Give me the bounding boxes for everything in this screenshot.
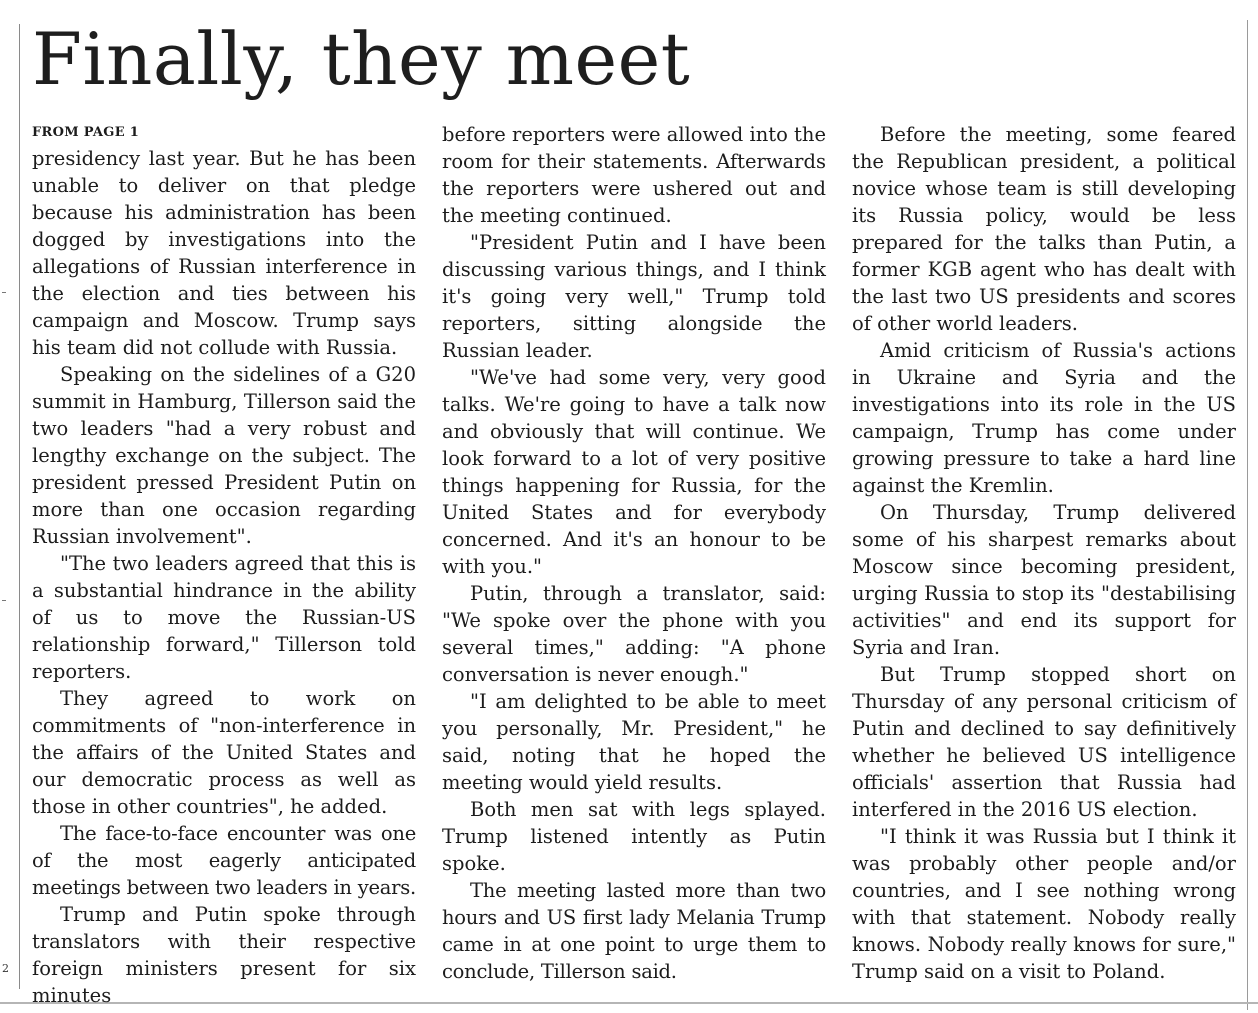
margin-tick [2, 600, 6, 601]
kicker: FROM PAGE 1 [32, 125, 140, 140]
paragraph: "I think it was Russia but I think it was probably other people and/or countries, and I see nothing wrong with that statement. Nobody really knows. Nobody really knows for sure," Trump said on a visit to Poland. [852, 825, 1236, 983]
article-column-2 [442, 121, 826, 985]
right-column-rule [1247, 20, 1248, 1010]
paragraph: "President Putin and I have been discussing various things, and I think it's going very well," Trump told reporters, sitting alongside the Russian leader. [442, 231, 826, 362]
paragraph: presidency last year. But he has been unable to deliver on that pledge because his administration has been dogged by investigations into the allegations of Russian interference in the election and ties between his campaign and Moscow. Trump says his team did not collude with Russia. [32, 147, 416, 359]
paragraph: Trump and Putin spoke through translators with their respective foreign ministers present for six minutes [32, 903, 416, 1007]
margin-page-number: 2 [2, 962, 9, 975]
paragraph: Both men sat with legs splayed. Trump listened intently as Putin spoke. [442, 798, 826, 875]
paragraph: Speaking on the sidelines of a G20 summit in Hamburg, Tillerson said the two leaders "had a very robust and lengthy exchange on the subject. The president pressed President Putin on more than one occasion regarding Russian involvement". [32, 363, 416, 548]
paragraph: But Trump stopped short on Thursday of any personal criticism of Putin and declined to say definitively whether he believed US intelligence officials' assertion that Russia had interfered in the 2016 US election. [852, 663, 1236, 821]
margin-tick [2, 292, 6, 293]
headline: Finally, they meet [32, 17, 691, 101]
paragraph: "The two leaders agreed that this is a substantial hindrance in the ability of us to move the Russian-US relationship forward," Tillerson told reporters. [32, 552, 416, 683]
paragraph: "I am delighted to be able to meet you personally, Mr. President," he said, noting that he hoped the meeting would yield results. [442, 690, 826, 794]
article-column-3 [852, 121, 1236, 985]
paragraph: The meeting lasted more than two hours and US first lady Melania Trump came in at one point to urge them to conclude, Tillerson said. [442, 879, 826, 983]
paragraph: Before the meeting, some feared the Republican president, a political novice whose team is still developing its Russia policy, would be less prepared for the talks than Putin, a former KGB agent who has dealt with the last two US presidents and scores of other world leaders. [852, 123, 1236, 335]
paragraph: Putin, through a translator, said: "We spoke over the phone with you several times," adding: "A phone conversation is never enough." [442, 582, 826, 686]
paragraph: They agreed to work on commitments of "non-interference in the affairs of the United States and our democratic process as well as those in other countries", he added. [32, 687, 416, 818]
paragraph: "We've had some very, very good talks. We're going to have a talk now and obviously that will continue. We look forward to a lot of very positive things happening for Russia, for the United States and for everybody concerned. And it's an honour to be with you." [442, 366, 826, 578]
paragraph: before reporters were allowed into the room for their statements. Afterwards the reporters were ushered out and the meeting continued. [442, 123, 826, 227]
left-column-rule [19, 24, 20, 989]
paragraph: The face-to-face encounter was one of the most eagerly anticipated meetings between two leaders in years. [32, 822, 416, 899]
article-column-1 [32, 121, 416, 1009]
paragraph: Amid criticism of Russia's actions in Ukraine and Syria and the investigations into its role in the US campaign, Trump has come under growing pressure to take a hard line against the Kremlin. [852, 339, 1236, 497]
paragraph: On Thursday, Trump delivered some of his sharpest remarks about Moscow since becoming president, urging Russia to stop its "destabilising activities" and end its support for Syria and Iran. [852, 501, 1236, 659]
